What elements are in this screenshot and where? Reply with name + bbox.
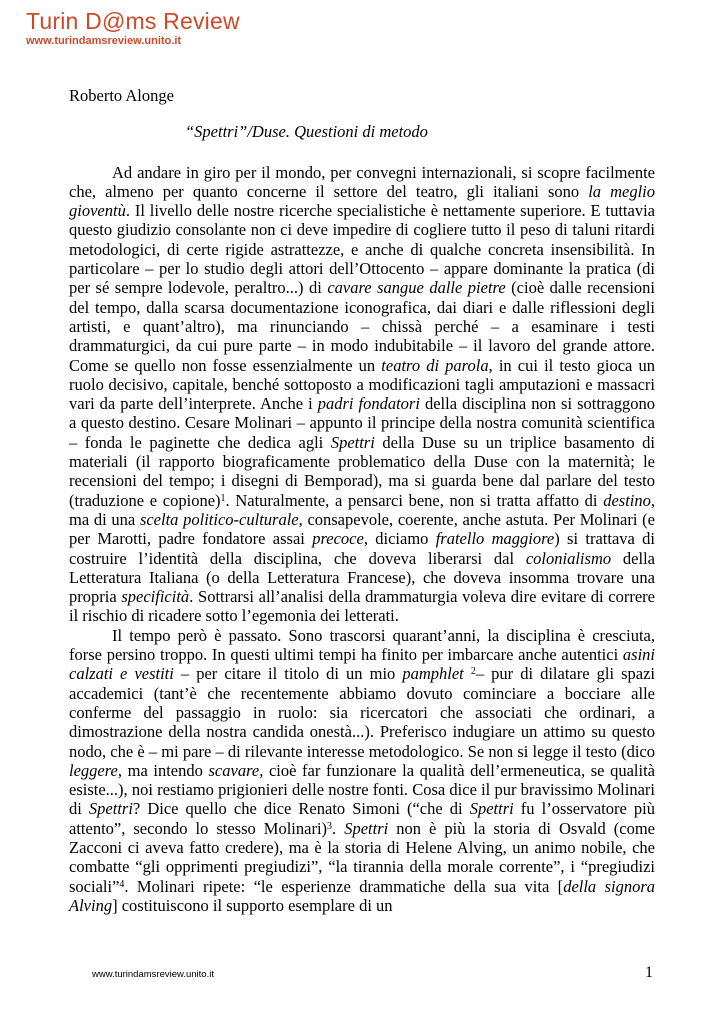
italic-segment: specificità bbox=[121, 587, 190, 607]
paragraph-2 bbox=[69, 626, 655, 915]
footnote-ref-1[interactable]: 1 bbox=[220, 492, 226, 504]
italic-segment: asini calzati e vestiti bbox=[69, 645, 655, 684]
site-header bbox=[26, 8, 240, 48]
italic-segment: la meglio gioventù bbox=[69, 181, 655, 221]
footnote-ref-4[interactable]: 4 bbox=[119, 878, 125, 890]
page-number: 1 bbox=[645, 964, 653, 981]
text-segment: . bbox=[332, 818, 345, 838]
text-segment bbox=[464, 664, 471, 683]
text-segment: , ma di una bbox=[69, 490, 655, 529]
text-segment: fu l’osservatore più attento”, secondo lo stesso Molinari) bbox=[69, 799, 655, 838]
italic-segment: Spettri bbox=[469, 799, 514, 819]
text-segment: , ma intendo bbox=[117, 760, 209, 780]
italic-segment: colonialismo bbox=[525, 548, 612, 568]
italic-segment: padri fondatori bbox=[317, 394, 420, 414]
text-segment: . Molinari ripete: “le esperienze drammatiche della sua vita [ bbox=[124, 876, 564, 896]
text-segment: della Letteratura Italiana (o della Letteratura Francese), che doveva insomma trovare una propria bbox=[69, 548, 655, 607]
footnote-ref-3[interactable]: 3 bbox=[327, 820, 333, 832]
italic-segment: destino bbox=[603, 490, 651, 510]
text-segment: della Duse su un triplice basamento di materiali (il rapporto biograficamente problematico della Duse con la maternità; le recensioni del tempo; i disegni di Bemporad), ma si guarda bene dal parlare del testo (traduzione e copione) bbox=[69, 432, 655, 510]
italic-segment: teatro di parola bbox=[381, 355, 489, 375]
text-segment: Ad andare in giro per il mondo, per convegni internazionali, si scopre facilmente che, almeno per quanto concerne il settore del teatro, gli italiani sono bbox=[69, 162, 655, 201]
text-segment: ? Dice quello che dice Renato Simoni (“che di bbox=[132, 799, 470, 819]
italic-segment: Spettri bbox=[88, 799, 133, 819]
text-segment: . Sottrarsi all’analisi della drammaturgia voleva dire evitare di correre il rischio di ricadere sotto l’egemonia dei letterati. bbox=[69, 587, 655, 626]
text-segment: ] costituiscono il supporto esemplare di un bbox=[112, 895, 393, 915]
italic-segment: della signora Alving bbox=[69, 876, 655, 915]
italic-segment: cavare sangue dalle pietre bbox=[327, 278, 506, 298]
site-logo-title: Turin D@ms Review bbox=[26, 8, 240, 34]
footnote-ref-2[interactable]: 2 bbox=[470, 666, 476, 678]
footer-url[interactable]: www.turindamsreview.unito.it bbox=[92, 969, 214, 980]
text-segment: della disciplina non si sottraggono a questo destino. Cesare Molinari – appunto il principe della nostra comunità scientifica – fonda le paginette che dedica agli bbox=[69, 394, 655, 452]
italic-segment: scavare, bbox=[208, 760, 264, 780]
text-segment: cioè far funzionare la qualità dell’ermeneutica, se qualità esiste...), noi restiamo prigionieri delle nostre fonti. Cosa dice il pur bravissimo Molinari di bbox=[69, 760, 655, 819]
italic-segment: leggere bbox=[69, 760, 118, 780]
italic-segment: precoce bbox=[312, 529, 364, 549]
text-segment: , consapevole, coerente, anche astuta. Per Molinari (e per Marotti, padre fondatore assai bbox=[69, 509, 655, 549]
italic-segment: Spettri bbox=[344, 818, 389, 838]
text-segment: . Naturalmente, a pensarci bene, non si tratta affatto di bbox=[225, 490, 604, 510]
italic-segment: fratello maggiore bbox=[435, 529, 555, 549]
text-segment: ) si trattava di costruire l’identità della disciplina, che doveva liberarsi dal bbox=[69, 529, 655, 568]
italic-segment: pamphlet bbox=[402, 664, 464, 684]
site-logo-url: www.turindamsreview.unito.it bbox=[26, 35, 182, 47]
author-name: Roberto Alonge bbox=[69, 86, 174, 105]
text-segment: , diciamo bbox=[363, 529, 436, 549]
text-segment: (cioè dalle recensioni del tempo, dalla scarsa documentazione iconografica, dai diari e dalle riflessioni degli artisti, e quant’altro), ma rinunciando – chissà perché – a esaminare i testi drammaturgici, da cui pure parte – in modo indubitabile – il lavoro del grande attore. Come se quello non fosse essenzialmente un bbox=[69, 278, 655, 375]
article bbox=[69, 86, 655, 915]
text-segment: . Il livello delle nostre ricerche specialistiche è nettamente superiore. E tuttavia questo giudizio consolante non ci deve impedire di cogliere tutto il peso di taluni ritardi metodologici, di certe rigide astrattezze, e anche di qualche concreta insensibilità. In particolare – per lo studio degli attori dell’Ottocento – appare dominante la pratica (di per sé sempre lodevole, peraltro...) di bbox=[69, 201, 655, 298]
text-segment: , in cui il testo gioca un ruolo decisivo, capitale, benché sottoposto a modificazioni tagli amputazioni e massacri vari da parte dell’interprete. Anche i bbox=[69, 355, 655, 414]
italic-segment: Spettri bbox=[330, 432, 375, 452]
text-segment: non è più la storia di Osvald (come Zacconi ci aveva fatto credere), ma è la storia di Helene Alving, un animo nobile, che combatte “gli opprimenti pregiudizi”, “la tirannia della morale corrente”, i “pregiudizi sociali” bbox=[69, 818, 656, 896]
italic-segment: scelta politico-culturale bbox=[139, 509, 299, 529]
article-title: “Spettri”/Duse. Questioni di metodo bbox=[185, 122, 428, 142]
paragraph-1 bbox=[69, 163, 655, 626]
text-segment: Il tempo però è passato. Sono trascorsi quarant’anni, la disciplina è cresciuta, forse persino troppo. In questi ultimi tempi ha finito per imbarcare anche autentici bbox=[69, 625, 655, 665]
text-segment: – pur di dilatare gli spazi accademici (tant’è che recentemente abbiamo dovuto cominciare a bocciare alle conferme del passaggio in ruolo: sia ricercatori che associati che ordinari, a dimostrazione della nostra candida onestà...). Preferisco indugiare un attimo su questo nodo, che è – mi pare – di rilevante interesse metodologico. Se non si legge il testo (dico bbox=[69, 664, 655, 761]
text-segment: – per citare il titolo di un mio bbox=[173, 664, 403, 684]
